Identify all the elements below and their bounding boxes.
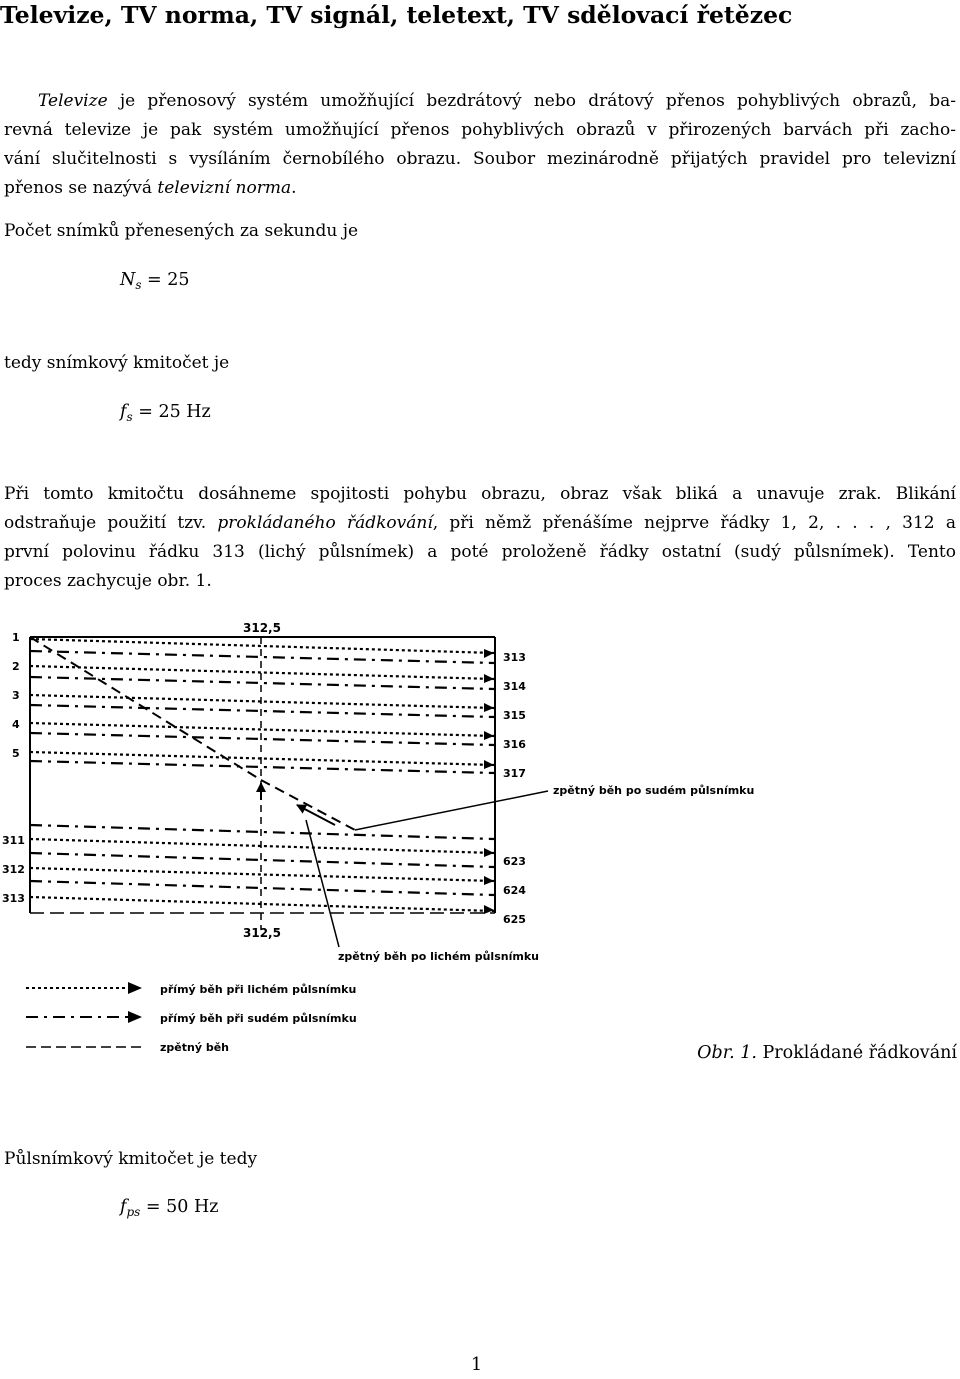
callout-even-line — [355, 791, 548, 830]
retrace-lines — [30, 637, 355, 830]
intro-line-3: vání slučitelnosti s vysíláním černobílého obrazu. Soubor mezinárodně přijatých pravidel pro televizní — [4, 149, 956, 169]
intro-paragraph — [4, 87, 956, 203]
right-row-315: 315 — [503, 709, 526, 722]
page-title: Televize, TV norma, TV signál, teletext, TV sdělovací řetězec — [0, 1, 793, 29]
left-row-4: 4 — [12, 718, 20, 731]
legend-even-label: přímý běh při sudém půlsnímku — [160, 1012, 357, 1025]
term-televizni-norma: televizní norma — [157, 178, 292, 198]
figure-legend — [26, 982, 357, 1054]
right-row-labels — [503, 651, 526, 926]
left-row-312: 312 — [2, 863, 25, 876]
frames-text — [4, 217, 956, 246]
term-prokladane: prokládaného řádkování — [217, 513, 433, 533]
field-freq-sentence: Půlsnímkový kmitočet je tedy — [4, 1149, 258, 1169]
eq-fs-sub: s — [126, 410, 133, 424]
eq-fs-symbol: f — [120, 402, 127, 422]
figure-caption — [697, 1043, 957, 1063]
left-row-313: 313 — [2, 892, 25, 905]
legend-even-arrow — [128, 1011, 142, 1023]
intro-line-1: je přenosový systém umožňující bezdrátový nebo drátový přenos pohyblivých obrazů, ba- — [107, 91, 956, 111]
bottom-scan-lines — [30, 825, 494, 911]
top-scan-lines — [30, 639, 494, 773]
eq-ns-sub: s — [135, 278, 142, 292]
equation-fps — [120, 1197, 218, 1219]
left-row-1: 1 — [12, 631, 20, 644]
interlacing-figure — [0, 615, 780, 1065]
eq-fps-symbol: f — [120, 1197, 127, 1217]
right-row-623: 623 — [503, 855, 526, 868]
eq-fps-rhs: = 50 Hz — [140, 1197, 219, 1217]
eq-fs-rhs: = 25 Hz — [132, 402, 211, 422]
right-row-624: 624 — [503, 884, 526, 897]
interlace-line-2: odstraňuje použití tzv. — [4, 513, 218, 533]
callout-odd-label: zpětný běh po lichém půlsnímku — [338, 950, 539, 963]
left-row-311: 311 — [2, 834, 25, 847]
intro-line-4-end: . — [291, 178, 297, 198]
intro-line-2: revná televize je pak systém umožňující přenos pohyblivých obrazů v přirozených barvách při zacho- — [4, 120, 956, 140]
frames-sentence: Počet snímků přenesených za sekundu je — [4, 221, 359, 241]
left-row-2: 2 — [12, 660, 20, 673]
right-row-313: 313 — [503, 651, 526, 664]
callout-odd-line — [306, 820, 339, 947]
field-freq-text — [4, 1145, 956, 1174]
eq-ns-symbol: N — [120, 270, 136, 290]
eq-fps-sub: ps — [126, 1205, 141, 1219]
term-televize: Televize — [38, 91, 108, 111]
label-312-5-bottom: 312,5 — [243, 926, 281, 940]
caption-label: Obr. 1. — [697, 1043, 757, 1063]
left-row-5: 5 — [12, 747, 20, 760]
page-number: 1 — [471, 1355, 483, 1375]
label-312-5-top: 312,5 — [243, 621, 281, 635]
interlace-line-3: první polovinu řádku 313 (lichý půlsnímek) a poté proloženě řádky ostatní (sudý půlsnímek). Tento — [4, 542, 956, 562]
right-row-317: 317 — [503, 767, 526, 780]
callout-even-label: zpětný běh po sudém půlsnímku — [553, 784, 755, 797]
interlace-line-1: Při tomto kmitočtu dosáhneme spojitosti pohybu obrazu, obraz však bliká a unavuje zrak. Blikání — [4, 484, 956, 504]
legend-odd-label: přímý běh při lichém půlsnímku — [160, 983, 357, 996]
legend-retrace-label: zpětný běh — [160, 1041, 229, 1054]
right-row-316: 316 — [503, 738, 526, 751]
frame-freq-text — [4, 349, 956, 378]
intro-line-4: přenos se nazývá — [4, 178, 158, 198]
equation-ns — [120, 270, 190, 292]
equation-fs — [120, 402, 211, 424]
caption-text: Prokládané řádkování — [756, 1043, 957, 1063]
interlace-line-4: proces zachycuje obr. 1. — [4, 571, 212, 591]
right-row-625: 625 — [503, 913, 526, 926]
legend-odd-arrow — [128, 982, 142, 994]
frame-freq-sentence: tedy snímkový kmitočet je — [4, 353, 230, 373]
left-row-labels — [2, 631, 25, 905]
right-row-314: 314 — [503, 680, 526, 693]
left-row-3: 3 — [12, 689, 20, 702]
eq-ns-rhs: = 25 — [141, 270, 190, 290]
interlace-paragraph — [4, 480, 956, 596]
interlace-line-2-end: , při němž přenášíme nejprve řádky 1, 2, . . . , 312 a — [432, 513, 956, 533]
